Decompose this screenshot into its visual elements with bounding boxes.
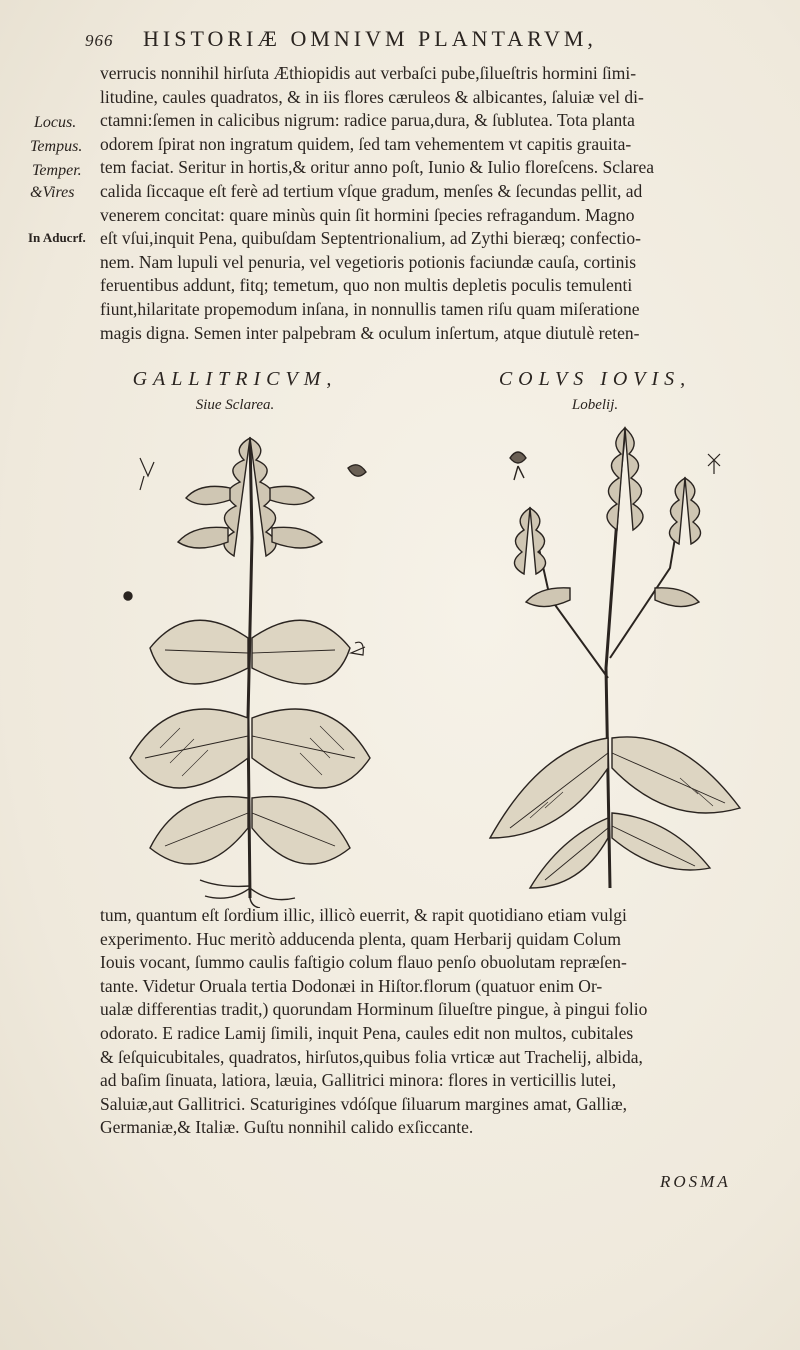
text-line: tante. Videtur Oruala tertia Dodonæi in Hiſtor.florum (quatuor enim Or-	[100, 975, 603, 996]
paragraph-lower	[100, 904, 770, 1140]
figure-caption-right	[455, 368, 735, 414]
figure-subtitle-lobelij: Lobelij.	[571, 397, 619, 413]
catchword: ROSMA	[660, 1172, 731, 1191]
text-line: venerem concitat: quare minùs quin ſit hormini ſpecies refragandum. Magno	[100, 204, 635, 225]
figure-caption-left	[95, 368, 375, 414]
running-head	[85, 26, 725, 52]
page-number: 966	[85, 31, 114, 50]
text-line: calida ſiccaque eſt ferè ad tertium vſque gradum, menſes & ſecundas pellit, ad	[100, 180, 643, 201]
text-line: & ſeſquicubitales, quadratos, hirſutos,quibus folia vrticæ aut Trachelij, albida,	[100, 1046, 643, 1067]
text-line: eſt vſui,inquit Pena, quibuſdam Septentrionalium, ad Zythi bieræq; confectio-	[100, 228, 641, 249]
text-line: tum, quantum eſt ſordium illic, illicò euerrit, & rapit quotidiano etiam vulgi	[100, 905, 627, 925]
text-line: ctamni:ſemen in calicibus nigrum: radice parua,dura, & ſublutea. Tota planta	[100, 110, 635, 131]
woodcut-colus-iovis	[470, 418, 760, 908]
text-line: ad baſim ſinuata, latiora, læuia, Gallitrici minora: flores in verticillis lutei,	[100, 1070, 617, 1091]
text-line: fiunt,hilaritate propemodum inſana, in nonnullis tamen riſu quam miſeratione	[100, 298, 640, 319]
text-line: odorato. E radice Lamij ſimili, inquit Pena, caules edit non multos, cubitales	[100, 1022, 634, 1043]
text-line: ualæ differentias tradit,) quorundam Horminum ſilueſtre pingue, à pingui folio	[100, 999, 648, 1020]
figure-name-gallitricum: GALLITRICVM,	[132, 368, 338, 390]
woodcut-gallitricum	[110, 418, 390, 908]
margin-note-vires: &Vires	[30, 184, 75, 201]
margin-note-locus: Locus.	[34, 114, 77, 131]
text-line: Iouis vocant, ſummo caulis faſtigio colum flauo penſo obuolutam repræſen-	[100, 952, 627, 973]
margin-note-aducrf: In Aducrf.	[28, 230, 86, 245]
figure-subtitle-sclarea: Siue Sclarea.	[195, 397, 275, 413]
text-line: Germaniæ,& Italiæ. Guſtu nonnihil calido exſiccante.	[100, 1117, 474, 1138]
text-line: odorem ſpirat non ingratum quidem, ſed tam vehementem vt capitis grauita-	[100, 133, 632, 154]
figure-name-colus-iovis: COLVS IOVIS,	[498, 368, 692, 390]
margin-note-tempus: Tempus.	[30, 138, 83, 155]
text-line: tem faciat. Seritur in hortis,& oritur anno poſt, Iunio & Iulio floreſcens. Sclarea	[100, 157, 655, 178]
text-line: magis digna. Semen inter palpebram & oculum inſertum, atque diutulè reten-	[100, 322, 640, 343]
running-title: HISTORIÆ OMNIVM PLANTARVM,	[143, 26, 597, 51]
margin-note-temper: Temper.	[32, 162, 82, 179]
text-line: litudine, caules quadratos, & in iis flores cæruleos & albicantes, ſaluiæ vel di-	[100, 86, 644, 107]
text-line: Saluiæ,aut Gallitrici. Scaturigines vdóſque ſiluarum margines amat, Galliæ,	[100, 1093, 628, 1114]
text-line: experimento. Huc meritò adducenda plenta, quam Herbarij quidam Colum	[100, 928, 621, 949]
text-line: feruentibus addunt, fitq; temetum, quo non multis depletis poculis temulenti	[100, 275, 633, 296]
text-line: verrucis nonnihil hirſuta Æthiopidis aut verbaſci pube,ſilueſtris hormini ſimi-	[100, 63, 637, 83]
paragraph-upper	[100, 62, 770, 345]
text-line: nem. Nam lupuli vel penuria, vel vegetioris potionis faciundæ cauſa, cortinis	[100, 251, 637, 272]
